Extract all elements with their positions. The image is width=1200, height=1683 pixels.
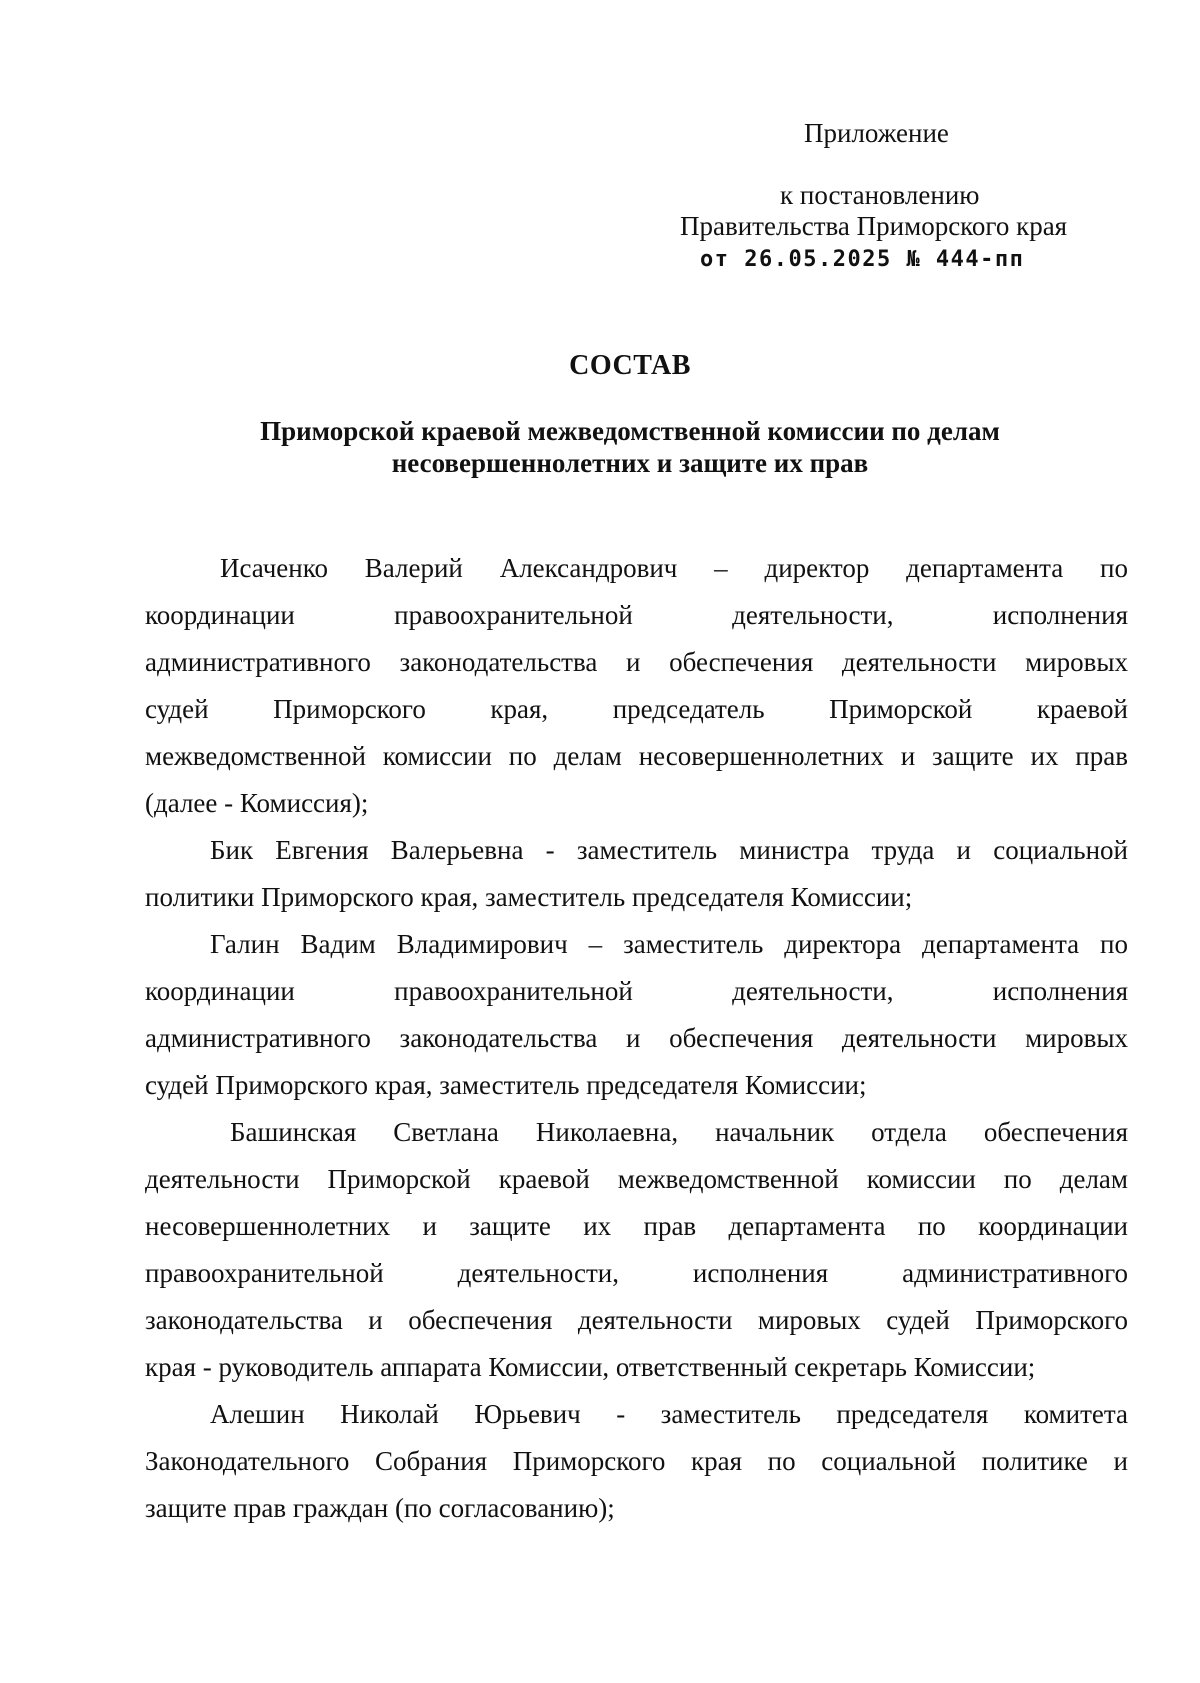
text-line: координации правоохранительной деятельности, исполнения bbox=[145, 600, 1128, 630]
subtitle-line: несовершеннолетних и защите их прав bbox=[391, 448, 869, 478]
text-line: края - руководитель аппарата Комиссии, ответственный секретарь Комиссии; bbox=[145, 1352, 1036, 1382]
text-line: Башинская Светлана Николаевна, начальник отдела обеспечения bbox=[230, 1117, 1128, 1147]
text-line: деятельности Приморской краевой межведомственной комиссии по делам bbox=[145, 1164, 1128, 1194]
text-line: (далее - Комиссия); bbox=[145, 788, 369, 818]
text-line: межведомственной комиссии по делам несовершеннолетних и защите их прав bbox=[145, 741, 1128, 771]
text-line: административного законодательства и обеспечения деятельности мировых bbox=[145, 647, 1128, 677]
text-line: Законодательного Собрания Приморского края по социальной политике и bbox=[145, 1446, 1128, 1476]
member-entry bbox=[145, 1109, 1128, 1391]
document-title: СОСТАВ bbox=[569, 350, 691, 381]
text-line: судей Приморского края, заместитель председателя Комиссии; bbox=[145, 1070, 867, 1100]
text-line: административного законодательства и обеспечения деятельности мировых bbox=[145, 1023, 1128, 1053]
text-line: координации правоохранительной деятельности, исполнения bbox=[145, 976, 1128, 1006]
text-line: защите прав граждан (по согласованию); bbox=[145, 1493, 615, 1523]
document-subtitle bbox=[200, 415, 1060, 479]
text-line: политики Приморского края, заместитель председателя Комиссии; bbox=[145, 882, 913, 912]
appendix-to-resolution: к постановлению bbox=[780, 180, 980, 210]
member-entry bbox=[145, 545, 1128, 827]
text-line: судей Приморского края, председатель Приморской краевой bbox=[145, 694, 1128, 724]
appendix-government: Правительства Приморского края bbox=[680, 211, 1068, 241]
text-line: Алешин Николай Юрьевич - заместитель председателя комитета bbox=[210, 1399, 1128, 1429]
text-line: Исаченко Валерий Александрович – директор департамента по bbox=[220, 553, 1128, 583]
member-entry bbox=[145, 827, 1128, 921]
appendix-label: Приложение bbox=[804, 118, 949, 148]
text-line: Бик Евгения Валерьевна - заместитель министра труда и социальной bbox=[210, 835, 1128, 865]
text-line: Галин Вадим Владимирович – заместитель директора департамента по bbox=[210, 929, 1128, 959]
member-entry bbox=[145, 1391, 1128, 1532]
text-line: правоохранительной деятельности, исполнения административного bbox=[145, 1258, 1128, 1288]
text-line: законодательства и обеспечения деятельности мировых судей Приморского bbox=[145, 1305, 1128, 1335]
member-list bbox=[145, 545, 1128, 1532]
resolution-date-number: от 26.05.2025 № 444-пп bbox=[700, 247, 1025, 272]
subtitle-line: Приморской краевой межведомственной комиссии по делам bbox=[260, 416, 1000, 446]
member-entry bbox=[145, 921, 1128, 1109]
text-line: несовершеннолетних и защите их прав департамента по координации bbox=[145, 1211, 1128, 1241]
